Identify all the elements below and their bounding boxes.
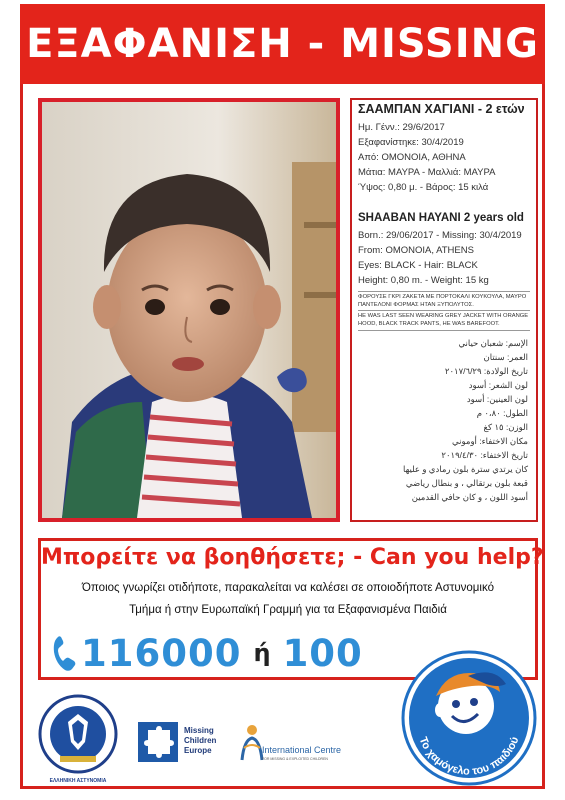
police-logo-text: ΕΛΛΗΝΙΚΗ ΑΣΤΥΝΟΜΙΑ xyxy=(49,778,107,784)
phone-number-116000[interactable]: 116000 xyxy=(81,631,242,675)
hellenic-police-logo xyxy=(38,694,118,776)
mce-line-2: Children xyxy=(184,736,217,745)
arabic-line: كان يرتدي سترة بلون رمادي و عليها xyxy=(403,464,528,474)
separator xyxy=(358,310,530,311)
english-name: SHAABAN HAYANI 2 years old xyxy=(358,212,524,224)
phone-icon xyxy=(51,634,81,672)
icmec-text: International Centre xyxy=(262,745,342,755)
icmec-subtext: FOR MISSING & EXPLOITED CHILDREN xyxy=(262,757,328,761)
arabic-line: قبعة بلون برتقالي ، و بنطال رياضي xyxy=(405,478,528,488)
child-photo-illustration xyxy=(42,102,336,518)
arabic-line: العمر: سنتان xyxy=(483,352,528,362)
arabic-line: الوزن: ١٥ كغ xyxy=(483,422,528,432)
arabic-line: تاريخ الولادة: ٢٠١٧/٦/٢٩ xyxy=(444,366,528,376)
greek-name: ΣΑΑΜΠΑΝ ΧΑΓΙΑΝΙ - 2 ετών xyxy=(358,102,525,116)
separator xyxy=(358,291,530,292)
greek-location: Από: ΟΜΟΝΟΙΑ, ΑΘΗΝΑ xyxy=(358,152,466,163)
smile-of-the-child-logo xyxy=(398,648,540,788)
arabic-line: لون الشعر: أسود xyxy=(468,380,528,390)
english-height-weight: Height: 0,80 m. - Weight: 15 kg xyxy=(358,275,489,286)
banner-title: ΕΞΑΦΑΝΙΣΗ - MISSING xyxy=(26,21,539,67)
info-panel-inner xyxy=(352,100,536,520)
phone-or: ή xyxy=(253,639,271,667)
help-line-1: Όποιος γνωρίζει οτιδήποτε, παρακαλείται να καλέσει σε οποιοδήποτε Αστυνομικό xyxy=(82,582,494,594)
english-eyes-hair: Eyes: BLACK - Hair: BLACK xyxy=(358,260,478,271)
arabic-line: لون العينين: أسود xyxy=(466,394,528,404)
arabic-line: الإسم: شعبان حياني xyxy=(458,338,528,348)
smile-logo-text: Το χαμόγελο του παιδιού xyxy=(416,735,522,778)
child-photo xyxy=(42,102,336,518)
arabic-line: مكان الاختفاء: أوموني xyxy=(452,436,528,446)
info-panel xyxy=(350,98,538,522)
phone-row xyxy=(51,631,363,675)
greek-eyes-hair: Μάτια: ΜΑΥΡΑ - Μαλλιά: ΜΑΥΡΑ xyxy=(358,167,496,178)
mce-line-1: Missing xyxy=(184,726,214,735)
english-from: From: OMONOIA, ATHENS xyxy=(358,245,474,256)
puzzle-icon xyxy=(138,722,178,762)
phone-number-100[interactable]: 100 xyxy=(282,631,363,675)
greek-missing-date: Εξαφανίστηκε: 30/4/2019 xyxy=(358,137,464,148)
english-born-missing: Born.: 29/06/2017 - Missing: 30/4/2019 xyxy=(358,230,522,241)
icmec-icon xyxy=(238,722,266,762)
help-line-2: Τμήμα ή στην Ευρωπαϊκή Γραμμή για τα Εξαφανισμένα Παιδιά xyxy=(129,604,447,616)
arabic-line: أسود اللون ، و كان حافي القدمين xyxy=(411,492,528,502)
greek-birth: Ημ. Γένν.: 29/6/2017 xyxy=(358,122,445,133)
arabic-line: الطول: ٠،٨٠ م xyxy=(476,408,528,418)
clothing-greek: ΦΟΡΟΥΣΕ ΓΚΡΙ ΖΑΚΕΤΑ ΜΕ ΠΟΡΤΟΚΑΛΙ ΚΟΥΚΟΥΛΑ, ΜΑΥΡΟ ΠΑΝΤΕΛΟΝΙ ΦΟΡΜΑΣ ΗΤΑΝ ΞΥΠΟΛΥΤΟΣ. xyxy=(358,294,527,308)
separator xyxy=(358,330,530,331)
help-title: Μπορείτε να βοηθήσετε; - Can you help? xyxy=(41,545,544,570)
clothing-english: HE WAS LAST SEEN WEARING GREY JACKET WITH ORANGE HOOD, BLACK TRACK PANTS, HE WAS BAREFOOT. xyxy=(358,313,529,327)
greek-height-weight: Ύψος: 0,80 μ. - Βάρος: 15 κιλά xyxy=(358,182,489,193)
mce-line-3: Europe xyxy=(184,746,212,755)
arabic-line: تاريخ الاختفاء: ٢٠١٩/٤/٣٠ xyxy=(441,450,528,460)
title-banner xyxy=(20,4,545,84)
